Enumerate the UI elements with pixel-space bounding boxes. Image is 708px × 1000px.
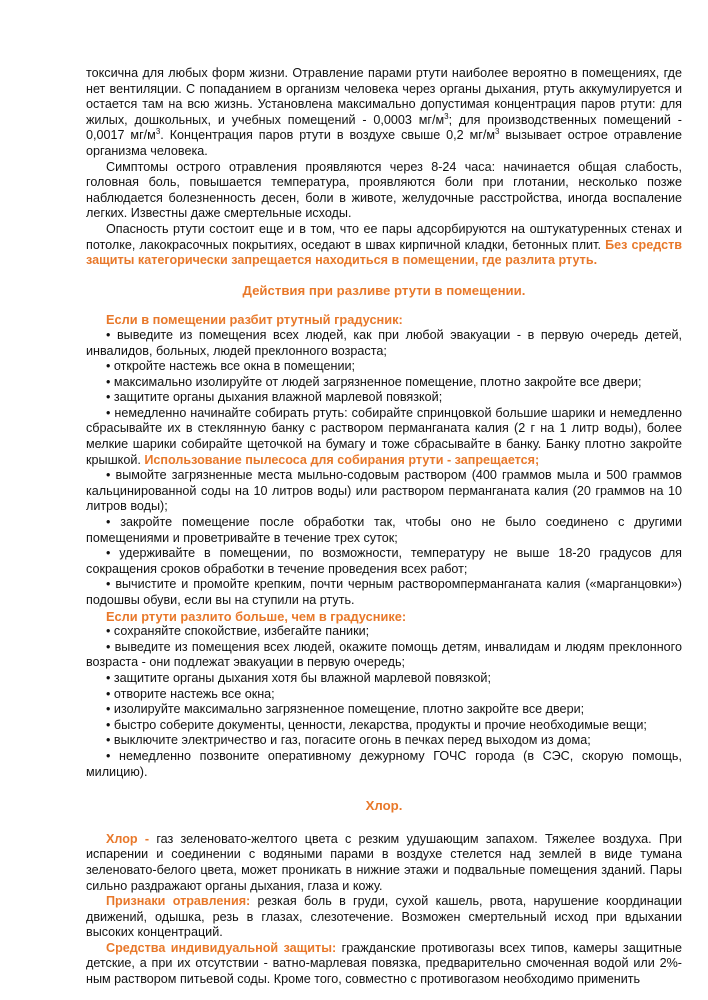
list-item: • максимально изолируйте от людей загрязненное помещение, плотно закройте все двери;: [106, 374, 642, 389]
subheading-thermometer: Если в помещении разбит ртутный градусник:: [106, 312, 403, 328]
section-title-mercury-spill: Действия при разливе ртути в помещении.: [242, 282, 526, 298]
list-item: • выведите из помещения всех людей, как при любой эвакуации - в первую очередь детей, инвалидов, больных, людей преклонного возраста;: [86, 327, 682, 358]
thermometer-list: [86, 328, 682, 609]
signs-label: Признаки отравления:: [106, 894, 251, 909]
list-item: • быстро соберите документы, ценности, лекарства, продукты и прочие необходимые вещи;: [106, 717, 647, 732]
list-item: • откройте настежь все окна в помещении;: [106, 359, 356, 374]
list-item: • вымойте загрязненные места мыльно-содовым раствором (400 граммов мыла и 500 граммов кальцинированной соды на 10 литров воды) или раствором перманганата калия (20 граммов на 10 литров воды);: [86, 468, 682, 514]
list-item: • выведите из помещения всех людей, окажите помощь детям, инвалидам и людям преклонного возраста - они подлежат эвакуации в первую очередь;: [86, 639, 682, 670]
chlorine-poisoning-signs: Признаки отравления: резкая боль в груди, сухой кашель, рвота, нарушение координации движений, одышка, резь в глазах, слезотечение. Возможен смертельный исход при вдыхании высоких концентраций.: [86, 894, 683, 940]
section-title-chlorine: Хлор.: [365, 798, 403, 814]
more-spilled-list: [86, 624, 682, 780]
list-item: • изолируйте максимально загрязненное помещение, плотно закройте все двери;: [106, 702, 585, 717]
intro-paragraph-concentration: токсична для любых форм жизни. Отравление парами ртути наиболее вероятно в помещениях, где нет вентиляции. С попаданием в организм человека через органы дыхания, ртуть аккумулируется и остается там на всю жизнь. Установлена максимально допустимая концентрация паров ртути: для жилых, дошкольных, и учебных помещений - 0,0003 $мг/м^3$; для производственных помещений - 0,0017 $мг/м^3$. Концентрация паров ртути в воздухе свыше 0,2 $мг/м^3$ вызывает острое отравление организма человека.: [86, 66, 682, 158]
list-item: • отворите настежь все окна;: [106, 686, 275, 701]
chlorine-protection: Средства индивидуальной защиты: гражданские противогазы всех типов, камеры защитные детские, а при их отсутствии - ватно-марлевая повязка, предварительно смоченная водой или 2%-ным раствором питьевой соды. Кроме того, совместно с противогазом необходимо применить: [86, 940, 683, 987]
chlorine-definition: Хлор - газ зеленовато-желтого цвета с резким удушающим запахом. Тяжелее воздуха. При испарении и соединении с водяными парами в воздухе стелется над землей в виде тумана зеленовато-белого цвета, может проникать в нижние этажи и подвальные помещения зданий. Пары сильно раздражают органы дыхания, глаза и кожу.: [86, 831, 682, 893]
document-page: [86, 66, 682, 988]
list-item: • немедленно позвоните оперативному дежурному ГОЧС города (в СЭС, скорую помощь, милицию).: [86, 748, 682, 779]
list-item: • удерживайте в помещении, по возможности, температуру не выше 18-20 градусов для сокращения сроков обработки в течение проведения всех работ;: [86, 546, 682, 576]
list-item: • немедленно начинайте собирать ртуть: собирайте спринцовкой большие шарики и немедленно сбрасывайте их в стеклянную банку с раствором перманганата калия (2 г на 1 литр воды), более мелкие шарики собирайте щеточкой на бумагу и тоже сбрасывайте в банку. Банку плотно закройте крышкой. Использование пылесоса для собирания ртути - запрещается;: [86, 405, 682, 467]
list-item: • закройте помещение после обработки так, чтобы оно не было соединено с другими помещениями и проветривайте в течение трех суток;: [86, 515, 682, 545]
intro-paragraph-danger: Опасность ртути состоит еще и в том, что ее пары адсорбируются на оштукатуренных стенах и потолке, лакокрасочных покрытиях, оседают в швах кирпичной кладки, бетонных плит. Без средств защиты категорически запрещается находиться в помещении, где разлита ртуть.: [86, 221, 682, 268]
chlorine-label: Хлор -: [106, 831, 157, 846]
subheading-more-spilled: Если ртути разлито больше, чем в градуснике:: [106, 608, 407, 624]
vacuum-warning: Использование пылесоса для собирания ртути - запрещается;: [144, 452, 540, 467]
intro-paragraph-symptoms: Симптомы острого отравления проявляются через 8-24 часа: начинается общая слабость, головная боль, повышается температура, проявляются боли при глотании, несколько позже наблюдается болезненность десен, боли в животе, желудочные расстройства, иногда воспаление легких. Известны даже смертельные исходы.: [86, 159, 682, 221]
ppe-label: Средства индивидуальной защиты:: [106, 940, 337, 955]
list-item: • выключите электричество и газ, погасите огонь в печках перед выходом из дома;: [106, 733, 591, 748]
list-item: • вычистите и промойте крепким, почти черным растворомперманганата калия («марганцовки») подошвы обуви, если вы на ступили на ртуть.: [86, 577, 682, 607]
protection-warning: Без средств защиты категорически запрещается находиться в помещении, где разлита ртуть.: [86, 237, 682, 268]
list-item: • сохраняйте спокойствие, избегайте паники;: [106, 624, 370, 639]
list-item: • защитите органы дыхания хотя бы влажной марлевой повязкой;: [106, 670, 491, 685]
list-item: • защитите органы дыхания влажной марлевой повязкой;: [106, 390, 443, 405]
